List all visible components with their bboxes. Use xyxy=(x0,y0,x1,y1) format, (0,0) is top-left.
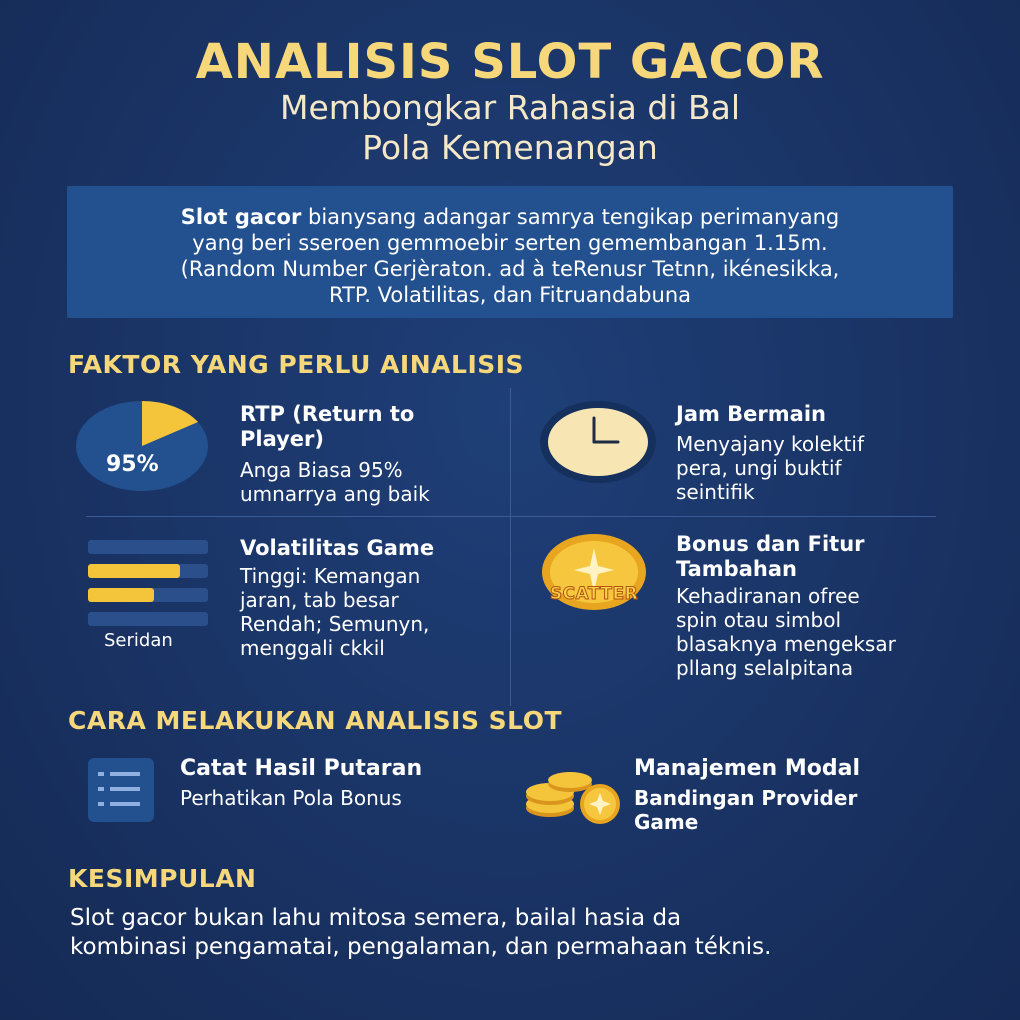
rtp-title-line-1: RTP (Return to xyxy=(240,402,415,426)
intro-box xyxy=(67,186,953,318)
conclusion-heading: KESIMPULAN xyxy=(68,864,257,893)
coin-stack-icon xyxy=(524,760,624,826)
bonus-text-line-3: blasaknya mengeksar xyxy=(676,632,896,656)
volatility-bar-2 xyxy=(88,564,208,578)
intro-line-3: (Random Number Gerjèraton. ad à teRenusr Tetnn, ikénesikka, xyxy=(180,257,840,281)
rtp-title-line-2: Player) xyxy=(240,427,324,451)
scatter-badge-icon xyxy=(536,532,652,616)
volatility-text xyxy=(240,564,429,660)
factors-divider-horizontal xyxy=(86,516,936,517)
scatter-badge-text: SCATTER xyxy=(549,584,639,604)
rtp-title xyxy=(240,402,414,452)
jam-text xyxy=(676,432,864,504)
volatility-text-line-1: Tinggi: Kemangan xyxy=(240,564,421,588)
volatility-bars-label: Seridan xyxy=(104,630,173,651)
volatility-bar-3 xyxy=(88,588,208,602)
intro-line-2: yang beri sseroen gemmoebir serten gemembangan 1.15m. xyxy=(192,231,828,255)
bonus-text-line-4: pllang selalpitana xyxy=(676,656,854,680)
page-subtitle xyxy=(0,88,1020,168)
volatility-text-line-4: menggali ckkil xyxy=(240,636,385,660)
volatility-bar-4 xyxy=(88,612,208,626)
modal-text-line-1: Bandingan Provider xyxy=(634,786,858,810)
modal-text xyxy=(634,786,857,834)
intro-line-4: RTP. Volatilitas, dan Fitruandabuna xyxy=(329,283,691,307)
jam-title: Jam Bermain xyxy=(676,402,826,426)
volatility-bar-1 xyxy=(88,540,208,554)
intro-bold-lead: Slot gacor xyxy=(180,205,302,229)
factors-divider-vertical xyxy=(510,388,511,706)
volatility-title: Volatilitas Game xyxy=(240,536,435,560)
rtp-text-line-2: umnarrya ang baik xyxy=(240,482,430,506)
modal-title: Manajemen Modal xyxy=(634,756,861,781)
rtp-text-line-1: Anga Biasa 95% xyxy=(240,458,403,482)
method-heading: CARA MELAKUKAN ANALISIS SLOT xyxy=(68,706,563,735)
bonus-title xyxy=(676,532,865,582)
jam-text-line-3: seintifik xyxy=(676,480,755,504)
clock-icon xyxy=(538,400,658,484)
conclusion-line-2: kombinasi pengamatai, pengalaman, dan permahaan téknis. xyxy=(70,934,772,960)
subtitle-line-2: Pola Kemenangan xyxy=(362,128,658,167)
bonus-text-line-1: Kehadiranan ofree xyxy=(676,584,860,608)
rtp-text xyxy=(240,458,430,506)
intro-line-1-rest: bianysang adangar samrya tengikap perimanyang xyxy=(301,205,840,229)
bonus-text xyxy=(676,584,896,680)
jam-text-line-2: pera, ungi buktif xyxy=(676,456,842,480)
page-title: ANALISIS SLOT GACOR xyxy=(195,34,825,90)
rtp-percent-label: 95% xyxy=(106,452,159,477)
catat-title: Catat Hasil Putaran xyxy=(180,756,423,781)
bonus-text-line-2: spin otau simbol xyxy=(676,608,842,632)
conclusion-line-1: Slot gacor bukan lahu mitosa semera, bailal hasia da xyxy=(70,905,682,931)
checklist-icon xyxy=(88,758,154,822)
intro-line-1 xyxy=(87,204,933,230)
subtitle-line-1: Membongkar Rahasia di Bal xyxy=(279,88,740,127)
jam-text-line-1: Menyajany kolektif xyxy=(676,432,864,456)
modal-text-line-2: Game xyxy=(634,810,699,834)
bonus-title-line-2: Tambahan xyxy=(676,557,797,581)
volatility-text-line-3: Rendah; Semunyn, xyxy=(240,612,430,636)
bonus-title-line-1: Bonus dan Fitur xyxy=(676,532,865,556)
volatility-text-line-2: jaran, tab besar xyxy=(240,588,399,612)
pie-chart-icon xyxy=(74,400,214,492)
catat-text: Perhatikan Pola Bonus xyxy=(180,786,402,810)
factors-heading: FAKTOR YANG PERLU AINALISIS xyxy=(68,350,525,379)
conclusion-text xyxy=(70,904,970,962)
